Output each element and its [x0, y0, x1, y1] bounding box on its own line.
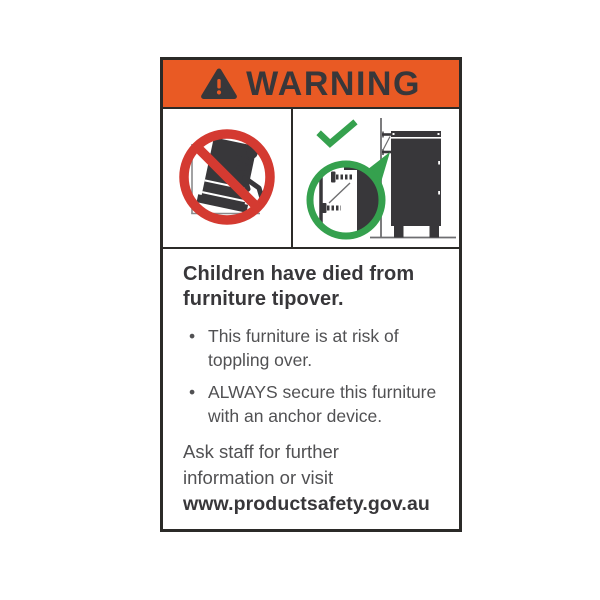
pictogram-row [163, 109, 459, 249]
prohibition-panel [163, 109, 291, 247]
ask-staff-text: Ask staff for further information or visit [183, 441, 339, 489]
warning-label [160, 57, 462, 532]
checkmark-icon [321, 124, 353, 144]
prohibition-tipover-icon [163, 109, 291, 247]
warning-title: WARNING [246, 65, 421, 103]
bullet-risk: • This furniture is at risk of toppling over. [183, 324, 445, 372]
tipover-bullet-list [183, 324, 445, 429]
warning-text-section [163, 249, 459, 529]
tipover-heading: Children have died from furniture tipover. [183, 263, 415, 311]
warning-header [163, 60, 459, 109]
product-safety-url: www.productsafety.gov.au [183, 493, 430, 516]
bullet-anchor: • ALWAYS secure this furniture with an anchor device. [183, 380, 445, 428]
anchored-panel [293, 109, 459, 247]
anchored-furniture-approved-icon [293, 109, 459, 247]
warning-triangle-icon [201, 68, 237, 100]
